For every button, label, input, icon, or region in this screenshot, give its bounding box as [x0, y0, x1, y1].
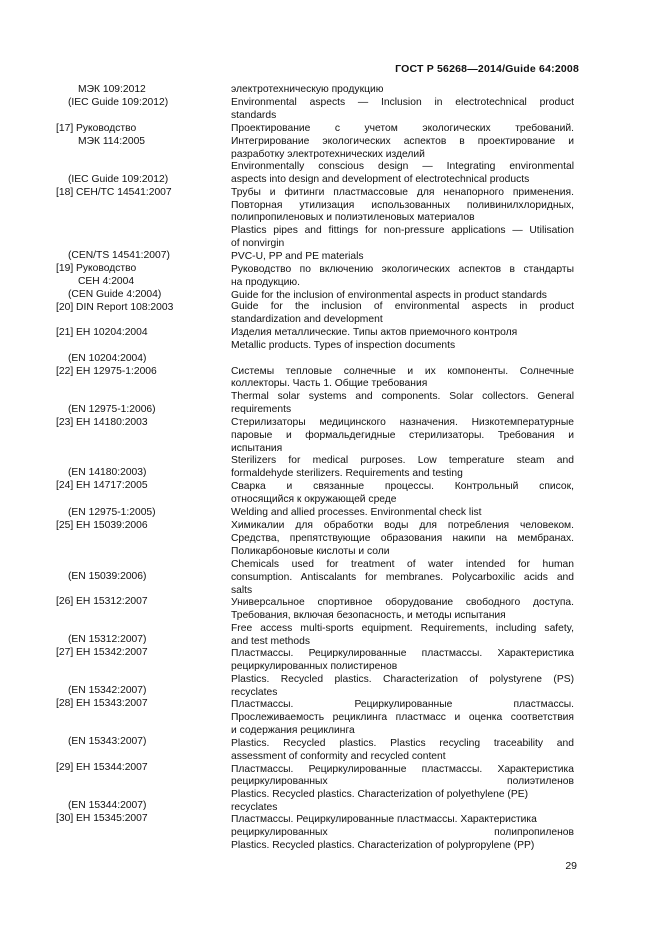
reference-title-line: Универсальное спортивное оборудование свободного доступа. — [231, 597, 574, 608]
reference-title-line: электротехническую продукцию — [231, 84, 384, 95]
reference-designation: [30] EH 15345:2007 — [56, 813, 148, 824]
reference-title-line: Chemicals used for treatment of water intended for human — [231, 559, 574, 570]
reference-title-line: Sterilizers for medical purposes. Low temperature steam and — [231, 455, 574, 466]
reference-title-line: и содержания рециклинга — [231, 725, 355, 736]
reference-designation: [25] EH 15039:2006 — [56, 520, 148, 531]
reference-title-line: относящийся к окружающей среде — [231, 494, 397, 505]
reference-title-line: Welding and allied processes. Environmental check list — [231, 507, 482, 518]
reference-designation: (EN 15039:2006) — [68, 571, 147, 582]
reference-designation: [26] EH 15312:2007 — [56, 596, 148, 607]
reference-designation: (IEC Guide 109:2012) — [68, 174, 169, 185]
reference-title-line: PVC-U, PP and PE materials — [231, 251, 364, 262]
reference-designation: [20] DIN Report 108:2003 — [56, 302, 174, 313]
reference-designation: МЭК 114:2005 — [78, 136, 146, 147]
reference-title-line: Plastics. Recycled plastics. Characterization of polypropylene (PP) — [231, 840, 535, 851]
reference-designation: [24] EH 14717:2005 — [56, 480, 148, 491]
reference-title-line: Проектирование с учетом экологических требований. — [231, 123, 574, 134]
reference-title-line: Guide for the inclusion of environmental aspects in product — [231, 301, 574, 312]
reference-designation: [27] EH 15342:2007 — [56, 647, 148, 658]
reference-designation: (EN 15344:2007) — [68, 800, 147, 811]
reference-title-line: Thermal solar systems and components. Solar collectors. General — [231, 391, 574, 402]
reference-title-line: Plastics. Recycled plastics. Plastics recycling traceability and — [231, 738, 574, 749]
reference-title-line: рециркулированных полиэтиленов — [231, 776, 574, 787]
reference-title-line: recyclates — [231, 687, 278, 698]
reference-title-line: Сварка и связанные процессы. Контрольный список, — [231, 481, 574, 492]
reference-title-line: Повторная утилизация использованных поливинилхлоридных, — [231, 200, 574, 211]
reference-title-line: requirements — [231, 404, 292, 415]
reference-title-line: Пластмассы. Рециркулированные пластмассы. Характеристика — [231, 814, 537, 825]
reference-title-line: Plastics. Recycled plastics. Characterization of polystyrene (PS) — [231, 674, 574, 685]
reference-title-line: Интегрирование экологических аспектов в проектирование и — [231, 136, 574, 147]
reference-designation: (CEN/TS 14541:2007) — [68, 250, 170, 261]
reference-title-line: разработку электротехнических изделий — [231, 149, 425, 160]
reference-designation: (EN 12975-1:2006) — [68, 404, 156, 415]
reference-designation: [17] Руководство — [56, 123, 137, 134]
page-number: 29 — [565, 860, 577, 872]
document-header: ГОСТ Р 56268—2014/Guide 64:2008 — [395, 63, 579, 75]
reference-title-line: Трубы и фитинги пластмассовые для ненапорного применения. — [231, 187, 574, 198]
reference-designation: [23] EH 14180:2003 — [56, 417, 148, 428]
reference-designation: [22] EH 12975-1:2006 — [56, 366, 157, 377]
reference-title-line: коллекторы. Часть 1. Общие требования — [231, 378, 428, 389]
reference-title-line: Пластмассы. Рециркулированные пластмассы. — [231, 699, 574, 710]
reference-designation: (IEC Guide 109:2012) — [68, 97, 169, 108]
reference-title-line: паровые и формальдегидные стерилизаторы. Требования и — [231, 430, 574, 441]
reference-title-line: Пластмассы. Рециркулированные пластмассы. Характеристика — [231, 648, 574, 659]
reference-title-line: consumption. Antiscalants for membranes. Polycarboxilic acids and — [231, 572, 574, 583]
reference-title-line: Guide for the inclusion of environmental aspects in product standards — [231, 290, 547, 301]
reference-title-line: испытания — [231, 443, 283, 454]
reference-designation: (EN 15343:2007) — [68, 736, 147, 747]
reference-designation: (CEN Guide 4:2004) — [68, 289, 162, 300]
reference-designation: [18] CEH/TC 14541:2007 — [56, 187, 172, 198]
reference-title-line: Требования, включая безопасность, и методы испытания — [231, 610, 506, 621]
reference-title-line: Руководство по включению экологических аспектов в стандарты — [231, 264, 574, 275]
reference-title-line: Free access multi-sports equipment. Requirements, including safety, — [231, 623, 574, 634]
reference-designation: (EN 10204:2004) — [68, 353, 147, 364]
reference-title-line: recyclates — [231, 802, 278, 813]
reference-designation: [29] EH 15344:2007 — [56, 762, 148, 773]
reference-title-line: assessment of conformity and recycled content — [231, 751, 446, 762]
reference-title-line: formaldehyde sterilizers. Requirements and testing — [231, 468, 463, 479]
reference-title-line: Системы тепловые солнечные и их компоненты. Солнечные — [231, 366, 574, 377]
reference-title-line: Изделия металлические. Типы актов приемочного контроля — [231, 327, 518, 338]
reference-title-line: aspects into design and development of electrotechnical products — [231, 174, 530, 185]
reference-title-line: рециркулированных полистиренов — [231, 661, 398, 672]
reference-title-line: Поликарбоновые кислоты и соли — [231, 546, 390, 557]
reference-title-line: Химикалии для обработки воды для потребления человеком. — [231, 520, 574, 531]
reference-title-line: and test methods — [231, 636, 310, 647]
reference-title-line: на продукцию. — [231, 277, 300, 288]
reference-title-line: of nonvirgin — [231, 238, 285, 249]
reference-title-line: Plastics pipes and fittings for non-pressure applications — Utilisation — [231, 225, 574, 236]
reference-title-line: standards — [231, 110, 277, 121]
reference-designation: [21] EH 10204:2004 — [56, 327, 148, 338]
reference-title-line: salts — [231, 585, 253, 596]
reference-title-line: рециркулированных полипропиленов — [231, 827, 574, 838]
reference-designation: CEH 4:2004 — [78, 276, 135, 287]
reference-designation: [19] Руководство — [56, 263, 137, 274]
reference-title-line: полипропиленовых и полиэтиленовых материалов — [231, 212, 475, 223]
reference-title-line: Metallic products. Types of inspection documents — [231, 340, 456, 351]
reference-title-line: standardization and development — [231, 314, 383, 325]
reference-designation: (EN 12975-1:2005) — [68, 507, 156, 518]
reference-title-line: Стерилизаторы медицинского назначения. Низкотемпературные — [231, 417, 574, 428]
reference-designation: (EN 14180:2003) — [68, 467, 147, 478]
reference-designation: (EN 15312:2007) — [68, 634, 147, 645]
reference-designation: (EN 15342:2007) — [68, 685, 147, 696]
reference-title-line: Прослеживаемость рециклинга пластмасс и оценка соответствия — [231, 712, 574, 723]
reference-title-line: Plastics. Recycled plastics. Characterization of polyethylene (PE) — [231, 789, 529, 800]
reference-title-line: Средства, препятствующие образования накипи на мембранах. — [231, 533, 574, 544]
reference-title-line: Пластмассы. Рециркулированные пластмассы. Характеристика — [231, 764, 574, 775]
reference-designation: [28] EH 15343:2007 — [56, 698, 148, 709]
reference-title-line: Environmental aspects — Inclusion in electrotechnical product — [231, 97, 574, 108]
reference-title-line: Environmentally conscious design — Integrating environmental — [231, 161, 574, 172]
reference-designation: МЭК 109:2012 — [78, 84, 146, 95]
